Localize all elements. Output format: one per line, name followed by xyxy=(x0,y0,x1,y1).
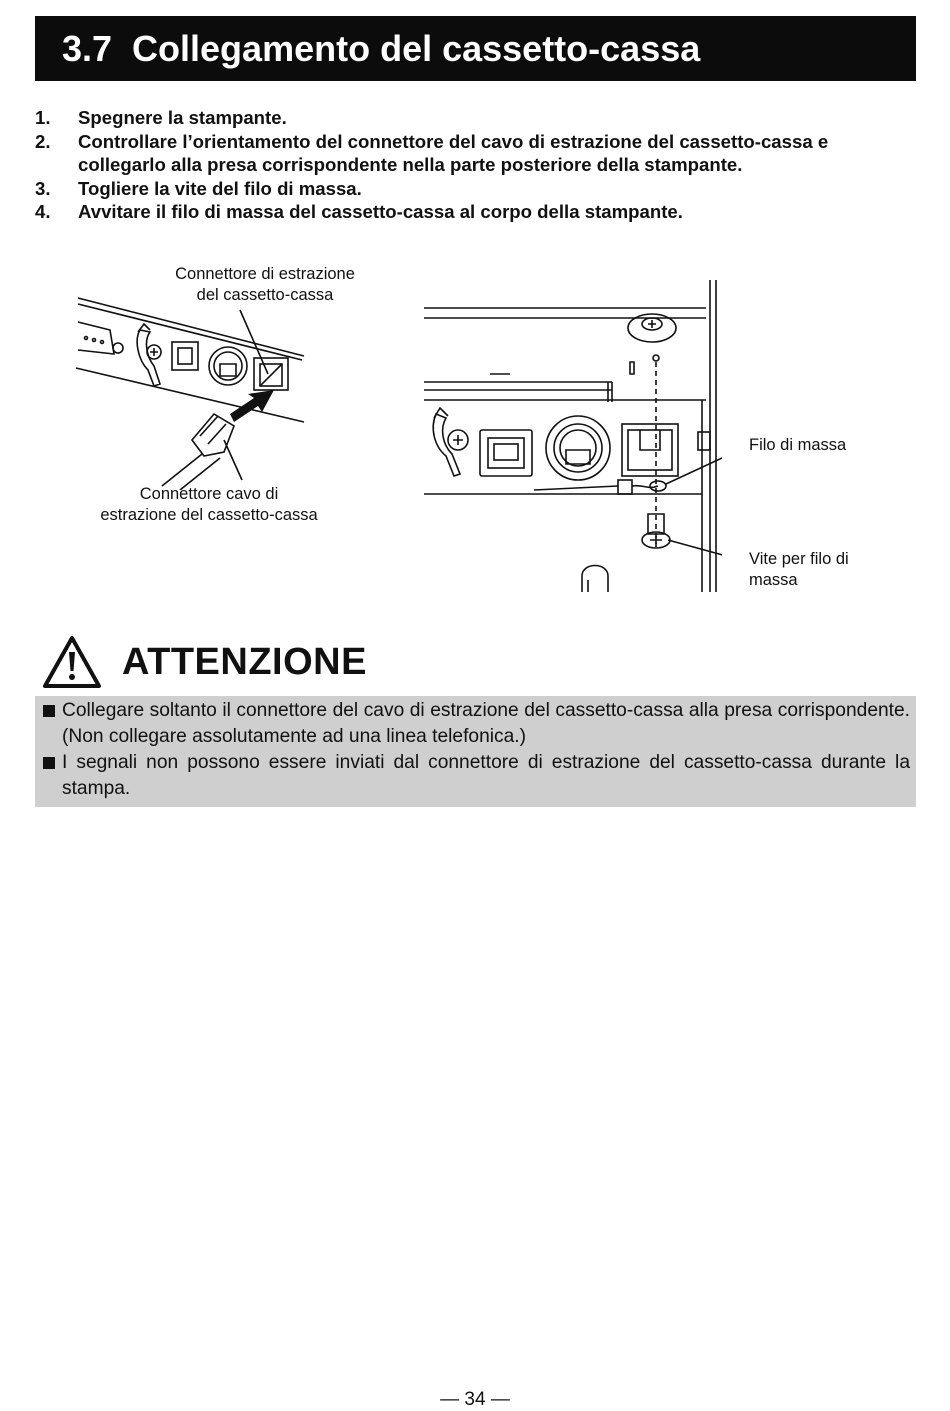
drawer-connector-illustration xyxy=(74,290,314,490)
warning-icon xyxy=(42,635,102,689)
step-number: 4. xyxy=(35,201,51,222)
ground-wire-illustration xyxy=(422,280,722,592)
step-text: Avvitare il filo di massa del cassetto-cassa al corpo della stampante. xyxy=(78,201,683,222)
step-text: Spegnere la stampante. xyxy=(78,107,287,128)
step-number: 3. xyxy=(35,177,51,199)
label-ground-wire: Filo di massa xyxy=(749,436,847,454)
label-line: estrazione del cassetto-cassa xyxy=(100,506,318,524)
label-line: Connettore cavo di xyxy=(139,485,279,503)
step-number: 2. xyxy=(35,130,51,152)
section-number: 3.7 xyxy=(62,27,113,69)
label-line: Connettore di estrazione xyxy=(175,265,355,283)
caution-heading xyxy=(42,633,367,691)
page-number: — 34 — xyxy=(440,1389,510,1410)
label-ground-screw xyxy=(749,549,849,591)
label-line: massa xyxy=(749,571,798,589)
label-line: Vite per filo di xyxy=(749,550,849,568)
steps-list xyxy=(35,106,920,224)
label-cable-connector xyxy=(78,484,340,526)
step-text: Controllare l’orientamento del connettore del cavo di estrazione del cassetto-cassa e collegarlo alla presa corrispondente nella parte posteriore della stampante. xyxy=(78,130,829,175)
caution-item xyxy=(43,750,910,802)
section-title-bar xyxy=(35,16,916,81)
bullet-square-icon xyxy=(43,705,55,717)
step-number: 1. xyxy=(35,107,51,128)
caution-title: ATTENZIONE xyxy=(122,640,367,683)
step-item xyxy=(35,200,920,224)
caution-text: I segnali non possono essere inviati dal connettore di estrazione del cassetto-cassa durante la stampa. xyxy=(62,752,910,799)
step-text: Togliere la vite del filo di massa. xyxy=(78,177,362,199)
step-item xyxy=(35,130,920,177)
caution-text: Collegare soltanto il connettore del cavo di estrazione del cassetto-cassa alla presa corrispondente. (Non collegare assolutamente ad una linea telefonica.) xyxy=(62,700,910,747)
step-item xyxy=(35,106,920,130)
section-title: Collegamento del cassetto-cassa xyxy=(132,27,701,69)
caution-item xyxy=(43,698,910,750)
caution-box xyxy=(35,696,916,807)
bullet-square-icon xyxy=(43,757,55,769)
label-line: del cassetto-cassa xyxy=(196,286,334,304)
step-item xyxy=(35,177,920,201)
